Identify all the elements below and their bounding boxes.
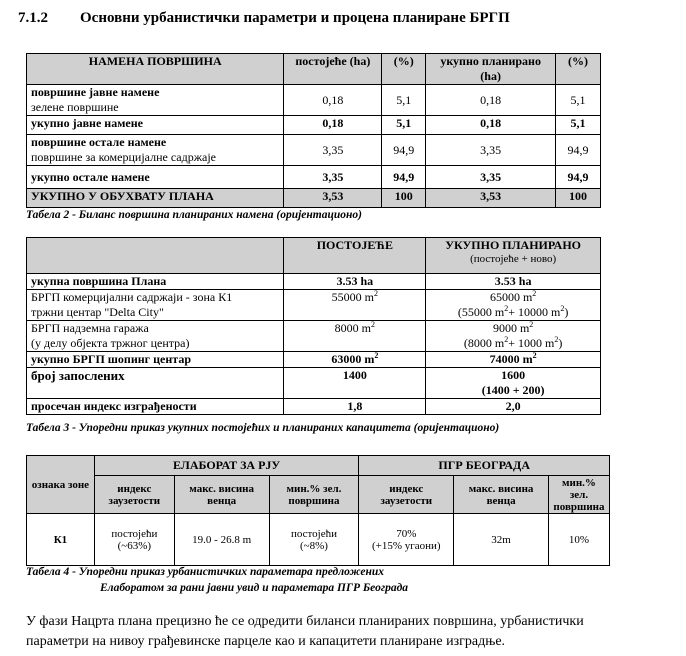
table-caption: Табела 4 - Упоредни приказ урбанистичких параметара предложених [26,566,385,578]
row-label: просечан индекс изграђености [27,399,284,415]
subheader: мин.% зел. површина [548,476,609,514]
table-row [27,85,601,116]
cell: 10% [548,514,609,566]
cell-detail: + 1000 m [508,336,555,350]
cell: 9000 m [492,321,530,335]
unit-exponent: 2 [371,320,376,329]
cell: 5,1 [382,116,426,135]
unit-exponent: 2 [374,351,379,360]
header-existing: постојеће (ha) [284,54,382,85]
cell-detail: + 10000 m [508,305,561,319]
unit-exponent: 2 [532,289,537,298]
header-percent: (%) [382,54,426,85]
table-row [27,352,601,368]
row-label: површине остале намене [31,135,167,149]
row-label: површине јавне намене [31,85,160,99]
subheader: макс. висина венца [454,476,549,514]
cell-detail: ) [564,305,569,319]
header-existing: ПОСТОЈЕЋЕ [284,238,426,274]
header-planned-sub: (постојеће + ново) [470,253,557,265]
section-number: 7.1.2 [18,10,48,26]
cell: 8000 m [334,321,372,335]
table-row [27,514,610,566]
parameters-table [26,455,610,566]
cell: 94,9 [556,166,601,189]
cell: 63000 m [331,352,375,366]
cell: 3,53 [426,189,556,208]
table-row [27,166,601,189]
table-row [27,274,601,290]
header-percent: (%) [556,54,601,85]
table-header-row [27,456,610,476]
unit-exponent: 2 [374,289,379,298]
cell: 0,18 [284,116,382,135]
table-caption-line2: Елаборатом за рани јавни увид и параметара ПГР Београда [100,582,409,594]
cell: постојећи [111,527,158,540]
cell: 55000 m [331,290,375,304]
cell-detail: (+15% угаони) [371,539,441,552]
section-heading [18,10,510,27]
cell: 74000 m [489,352,533,366]
body-paragraph: У фази Нацрта плана прецизно ће се одредити биланси планираних површина, урбанистички параметри на нивоу грађевинске парцеле као и капацитети планиране изградње. [26,614,584,649]
subheader: мин.% зел. површина [269,476,359,514]
unit-exponent: 2 [504,335,509,344]
cell: 65000 m [489,290,533,304]
table-header-row [27,54,601,85]
table-row [27,290,601,321]
table-caption: Табела 2 - Биланс површина планираних намена (оријентационо) [26,209,362,221]
row-sublabel: зелене површине [31,100,119,114]
cell: 3,35 [426,166,556,189]
row-label: укупно јавне намене [27,116,284,135]
cell: 94,9 [382,166,426,189]
cell: 32m [454,514,549,566]
capacity-table [26,237,601,415]
cell: 5,1 [556,85,601,116]
row-label: укупно остале намене [27,166,284,189]
cell: постојећи [290,527,337,540]
unit-exponent: 2 [560,304,565,313]
cell: 3.53 ha [426,274,601,290]
cell: 100 [556,189,601,208]
table-row [27,399,601,415]
cell-detail: (55000 m [457,305,505,319]
cell: 94,9 [382,135,426,166]
cell-detail: ) [558,336,563,350]
cell: 100 [382,189,426,208]
subheader: индекс заузетости [94,476,174,514]
cell: 19.0 - 26.8 m [174,514,269,566]
cell-detail: (~8%) [299,539,328,552]
row-label: укупна површина Плана [27,274,284,290]
unit-exponent: 2 [529,320,534,329]
cell-zone: К1 [27,514,95,566]
cell: 0,18 [284,85,382,116]
cell: 94,9 [556,135,601,166]
cell: 2,0 [426,399,601,415]
row-label: број запослених [27,368,284,399]
cell-detail: (8000 m [463,336,505,350]
cell: 5,1 [382,85,426,116]
header-land-use: НАМЕНА ПОВРШИНА [27,54,284,85]
unit-exponent: 2 [504,304,509,313]
total-row [27,189,601,208]
cell: 0,18 [426,116,556,135]
row-label: БРГП надземна гаража [31,321,149,335]
row-label: БРГП комерцијални садржаји - зона К1 [31,290,233,304]
table-subheader-row [27,476,610,514]
header-planned: УКУПНО ПЛАНИРАНО [445,238,582,252]
table-row [27,135,601,166]
cell: 1,8 [284,399,426,415]
table-row [27,321,601,352]
section-title: Основни урбанистички параметри и процена планиране БРГП [80,10,510,26]
cell: 3,35 [284,135,382,166]
unit-exponent: 2 [554,335,559,344]
cell: 70% [396,527,417,540]
cell: 3.53 ha [284,274,426,290]
header-zone: ознака зоне [27,456,95,514]
table-row [27,368,601,399]
row-sublabel: тржни центар "Delta City" [31,305,164,319]
table-row [27,116,601,135]
header-group-pgr: ПГР БЕОГРАДА [359,456,610,476]
row-label: УКУПНО У ОБУХВАТУ ПЛАНА [27,189,284,208]
subheader: индекс заузетости [359,476,454,514]
cell: 5,1 [556,116,601,135]
land-use-table [26,53,601,208]
cell-detail: (~63%) [117,539,152,552]
cell: 1400 [284,368,426,399]
cell-detail: (1400 + 200) [481,383,545,397]
table-header-row [27,238,601,274]
table-caption: Табела 3 - Упоредни приказ укупних постојећих и планираних капацитета (оријентационо) [26,422,500,434]
row-sublabel: површине за комерцијалне садржаје [31,150,217,164]
cell: 0,18 [426,85,556,116]
subheader: макс. висина венца [174,476,269,514]
header-group-elaborat: ЕЛАБОРАТ ЗА РЈУ [94,456,359,476]
cell: 3,35 [284,166,382,189]
cell: 1600 [501,368,526,382]
row-label: укупно БРГП шопинг центар [27,352,284,368]
cell: 3,35 [426,135,556,166]
unit-exponent: 2 [532,351,537,360]
header-planned: укупно планирано (ha) [426,54,556,85]
cell: 3,53 [284,189,382,208]
row-sublabel: (у делу објекта тржног центра) [31,336,190,350]
